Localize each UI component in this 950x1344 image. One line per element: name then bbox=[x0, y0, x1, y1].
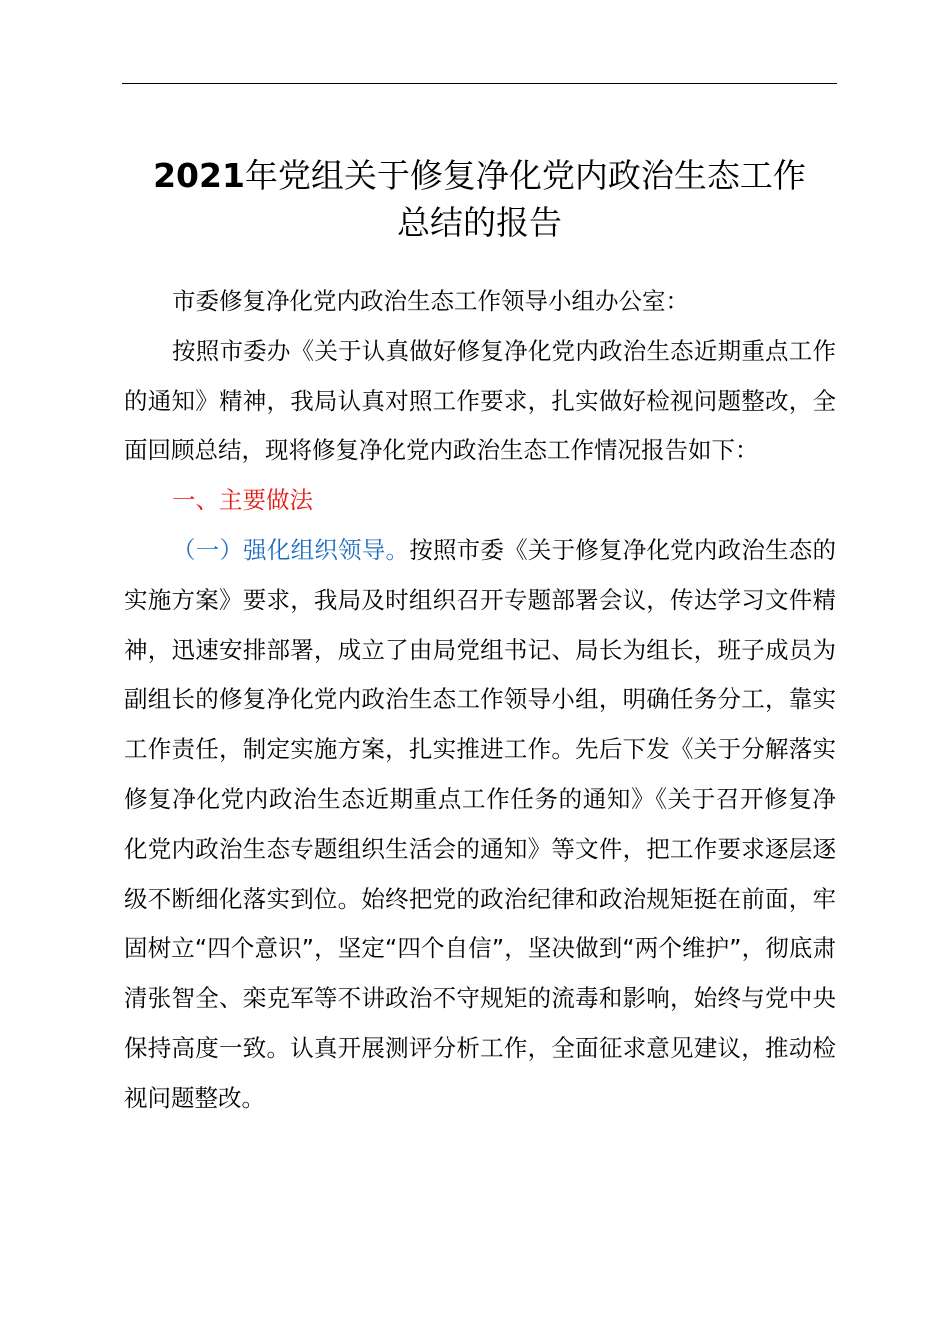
title-year: 2021 bbox=[153, 156, 245, 195]
title-line-1-text: 年党组关于修复净化党内政治生态工作 bbox=[244, 156, 806, 195]
header-rule bbox=[122, 83, 837, 84]
subsection-body: 按照市委《关于修复净化党内政治生态的实施方案》要求，我局及时组织召开专题部署会议，传达学习文件精神，迅速安排部署，成立了由局党组书记、局长为组长，班子成员为副组长的修复净化党内政治生态工作领导小组，明确任务分工，靠实工作责任，制定实施方案，扎实推进工作。先后下发《关于分解落实修复净化党内政治生态近期重点工作任务的通知》《关于召开修复净化党内政治生态专题组织生活会的通知》等文件，把工作要求逐层逐级不断细化落实到位。始终把党的政治纪律和政治规矩挺在前面，牢固树立“四个意识”，坚定“四个自信”，坚决做到“两个维护”，彻底肃清张智全、栾克军等不讲政治不守规矩的流毒和影响，始终与党中央保持高度一致。认真开展测评分析工作，全面征求意见建议，推动检视问题整改。 bbox=[124, 535, 837, 1112]
title-line-1 bbox=[122, 152, 837, 199]
document-title bbox=[122, 152, 837, 246]
subsection-paragraph bbox=[124, 526, 836, 1124]
intro-paragraph: 按照市委办《关于认真做好修复净化党内政治生态近期重点工作的通知》精神，我局认真对照工作要求，扎实做好检视问题整改，全面回顾总结，现将修复净化党内政治生态工作情况报告如下： bbox=[124, 336, 836, 465]
title-line-2: 总结的报告 bbox=[397, 203, 562, 242]
subsection-heading: （一）强化组织领导。 bbox=[172, 535, 410, 564]
section-heading: 一、主要做法 bbox=[172, 486, 313, 515]
salutation: 市委修复净化党内政治生态工作领导小组办公室： bbox=[172, 287, 689, 315]
document-body bbox=[124, 277, 836, 1124]
